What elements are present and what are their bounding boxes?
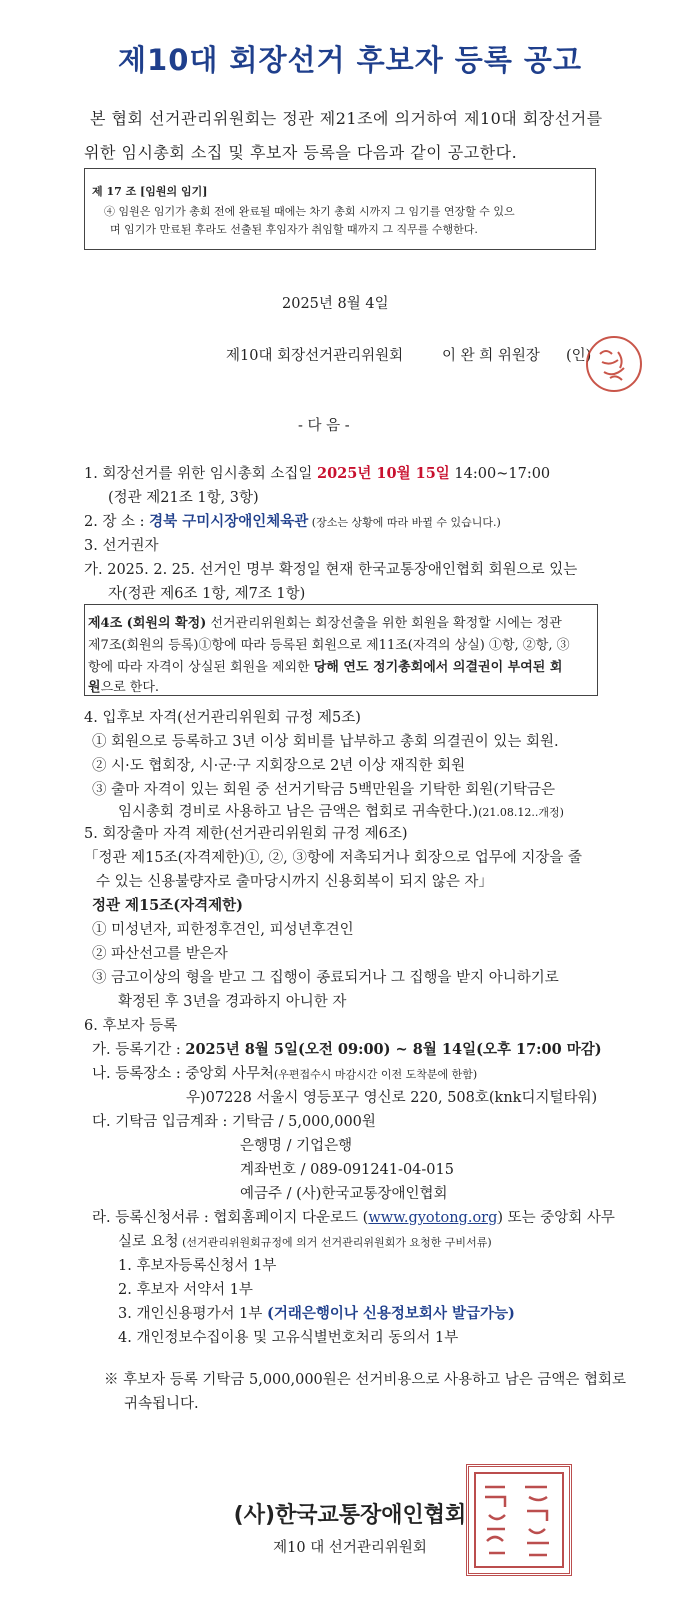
- committee-footer: 제10 대 선거관리위원회: [273, 1540, 427, 1556]
- item-5-heading: 5. 회장출마 자격 제한(선거관리위원회 규정 제6조): [84, 826, 408, 842]
- doc-3: [118, 1302, 515, 1323]
- doc-1: 1. 후보자등록신청서 1부: [118, 1258, 277, 1274]
- article-17-heading: 제 17 조 [임원의 임기]: [92, 185, 208, 198]
- article-4-line-2: 제7조(회원의 등록)①항에 따라 등록된 회원으로 제11조(자격의 상실) ①항, ②항, ③: [88, 638, 570, 653]
- announce-date: 2025년 8월 4일: [282, 296, 389, 312]
- item-3-line-1: 가. 2025. 2. 25. 선거인 명부 확정일 현재 한국교통장애인협회 회원으로 있는: [84, 562, 578, 578]
- page-title: 제10대 회장선거 후보자 등록 공고: [118, 43, 582, 77]
- registration-period: [92, 1038, 602, 1059]
- item-5-quote-1: 「정관 제15조(자격제한)①, ②, ③항에 저촉되거나 회장으로 업무에 지장을 줄: [84, 850, 583, 866]
- registration-place-label: 나. 등록장소 : 중앙회 사무처: [92, 1066, 275, 1082]
- item-4-b: ② 시·도 협회장, 시·군·구 지회장으로 2년 이상 재직한 회원: [92, 758, 466, 774]
- organization-name: (사)한국교통장애인협회: [233, 1503, 467, 1528]
- registration-period-value: 2025년 8월 5일(오전 09:00) ~ 8월 14일(오후 17:00 마감): [185, 1041, 602, 1058]
- doc-3-note: (거래은행이나 신용정보회사 발급가능): [266, 1305, 515, 1322]
- article-17-line-2: 며 임기가 만료된 후라도 선출된 후임자가 취임할 때까지 그 직무를 수행한다.: [110, 223, 478, 236]
- article-4-title: 제4조 (회원의 확정): [88, 616, 207, 631]
- registration-address: 우)07228 서울시 영등포구 영신로 220, 508호(knk디지털타워): [186, 1090, 598, 1106]
- doc-4: 4. 개인정보수집이용 및 고유식별번호처리 동의서 1부: [118, 1330, 459, 1346]
- item-2-line: [84, 510, 501, 531]
- da-eum-heading: - 다 음 -: [298, 418, 350, 434]
- homepage-link[interactable]: www.gyotong.org: [368, 1210, 498, 1226]
- item-5-c1: ③ 금고이상의 형을 받고 그 집행이 종료되거나 그 집행을 받지 아니하기로: [92, 970, 559, 986]
- intro-line-2: 위한 임시총회 소집 및 후보자 등록을 다음과 같이 공고한다.: [84, 143, 518, 162]
- item-4-c2: [118, 800, 564, 821]
- doc-3-text: 3. 개인신용평가서 1부: [118, 1306, 267, 1322]
- article-4-line-1: [88, 612, 562, 631]
- item-1-sub: (정관 제21조 1항, 3항): [108, 490, 259, 506]
- registration-place: [92, 1062, 477, 1083]
- meeting-date: 2025년 10월 15일: [316, 465, 450, 482]
- article-4-text-4b: 으로 한다.: [100, 680, 160, 695]
- item-6-heading: 6. 후보자 등록: [84, 1018, 178, 1034]
- article-17-line-1: ④ 임원은 임기가 총회 전에 완료될 때에는 차기 총회 시까지 그 임기를 연장할 수 있으: [104, 205, 515, 218]
- footnote-line-2: 귀속됩니다.: [124, 1396, 199, 1412]
- article-4-line-4: [88, 676, 159, 695]
- intro-line-1: 본 협회 선거관리위원회는 정관 제21조에 의거하여 제10대 회장선거를: [90, 109, 603, 128]
- item-1-prefix: 1. 회장선거를 위한 임시총회 소집일: [84, 466, 317, 482]
- item-5-a: ① 미성년자, 피한정후견인, 피성년후견인: [92, 922, 354, 938]
- item-5-c2: 확정된 후 3년을 경과하지 아니한 자: [118, 994, 347, 1010]
- item-2-prefix: 2. 장 소 :: [84, 514, 150, 530]
- deposit-holder: 예금주 / (사)한국교통장애인협회: [240, 1186, 448, 1202]
- footnote-line-1: ※ 후보자 등록 기탁금 5,000,000원은 선거비용으로 사용하고 남은 금액은 협회로: [104, 1372, 626, 1388]
- documents-line-1: [92, 1206, 615, 1227]
- documents-request: 실로 요청: [118, 1234, 179, 1250]
- item-4-heading: 4. 입후보 자격(선거관리위원회 규정 제5조): [84, 710, 361, 726]
- chair-name: 이 완 희 위원장: [442, 348, 540, 364]
- deposit-amount: 다. 기탁금 입금계좌 : 기탁금 / 5,000,000원: [92, 1114, 376, 1130]
- meeting-time: 14:00~17:00: [449, 466, 551, 482]
- chair-seal-stamp: [586, 336, 642, 392]
- venue: 경북 구미시장애인체육관: [149, 513, 309, 530]
- item-5-quote-2: 수 있는 신용불량자로 출마당시까지 신용회복이 되지 않은 자」: [96, 874, 493, 890]
- seal-mark: (인): [566, 348, 592, 364]
- item-5-subhead: 정관 제15조(자격제한): [92, 897, 244, 914]
- documents-label: 라. 등록신청서류 : 협회홈페이지 다운로드 (: [92, 1210, 369, 1226]
- registration-place-note: (우편접수시 마감시간 이전 도착분에 한함): [274, 1068, 478, 1081]
- article-4-text-1: 선거관리위원회는 회장선출을 위한 회원을 확정할 시에는 정관: [206, 616, 562, 631]
- chair-seal-icon: [588, 338, 640, 390]
- item-4-c1: ③ 출마 자격이 있는 회원 중 선거기탁금 5백만원을 기탁한 회원(기탁금은: [92, 782, 556, 798]
- article-4-text-4a: 원: [88, 680, 101, 695]
- documents-rest: ) 또는 중앙회 사무: [497, 1210, 615, 1226]
- item-3-line-2: 자(정관 제6조 1항, 제7조 1항): [108, 586, 306, 602]
- item-3-heading: 3. 선거권자: [84, 538, 159, 554]
- article-4-text-3a: 항에 따라 자격이 상실된 회원을 제외한: [88, 660, 314, 675]
- item-4-a: ① 회원으로 등록하고 3년 이상 회비를 납부하고 총회 의결권이 있는 회원.: [92, 734, 559, 750]
- documents-line-2: [118, 1230, 492, 1251]
- organization-seal-stamp: [466, 1464, 572, 1576]
- item-5-b: ② 파산선고를 받은자: [92, 946, 228, 962]
- article-4-line-3: [88, 656, 562, 675]
- item-4-c2-note: (21.08.12..개정): [478, 806, 564, 819]
- registration-period-label: 가. 등록기간 :: [92, 1042, 186, 1058]
- venue-note: (장소는 상황에 따라 바뀔 수 있습니다.): [308, 516, 501, 529]
- deposit-account: 계좌번호 / 089-091241-04-015: [240, 1162, 454, 1178]
- documents-request-note: (선거관리위원회규정에 의거 선거관리위원회가 요청한 구비서류): [178, 1236, 492, 1249]
- deposit-bank: 은행명 / 기업은행: [240, 1138, 353, 1154]
- committee-name: 제10대 회장선거관리위원회: [226, 348, 404, 364]
- doc-2: 2. 후보자 서약서 1부: [118, 1282, 253, 1298]
- organization-seal-icon: [469, 1467, 569, 1573]
- item-4-c2-text: 임시총회 경비로 사용하고 남은 금액은 협회로 귀속한다.): [118, 804, 479, 820]
- item-1-line: [84, 462, 550, 483]
- article-4-text-3b: 당해 연도 정기총회에서 의결권이 부여된 회: [313, 660, 563, 675]
